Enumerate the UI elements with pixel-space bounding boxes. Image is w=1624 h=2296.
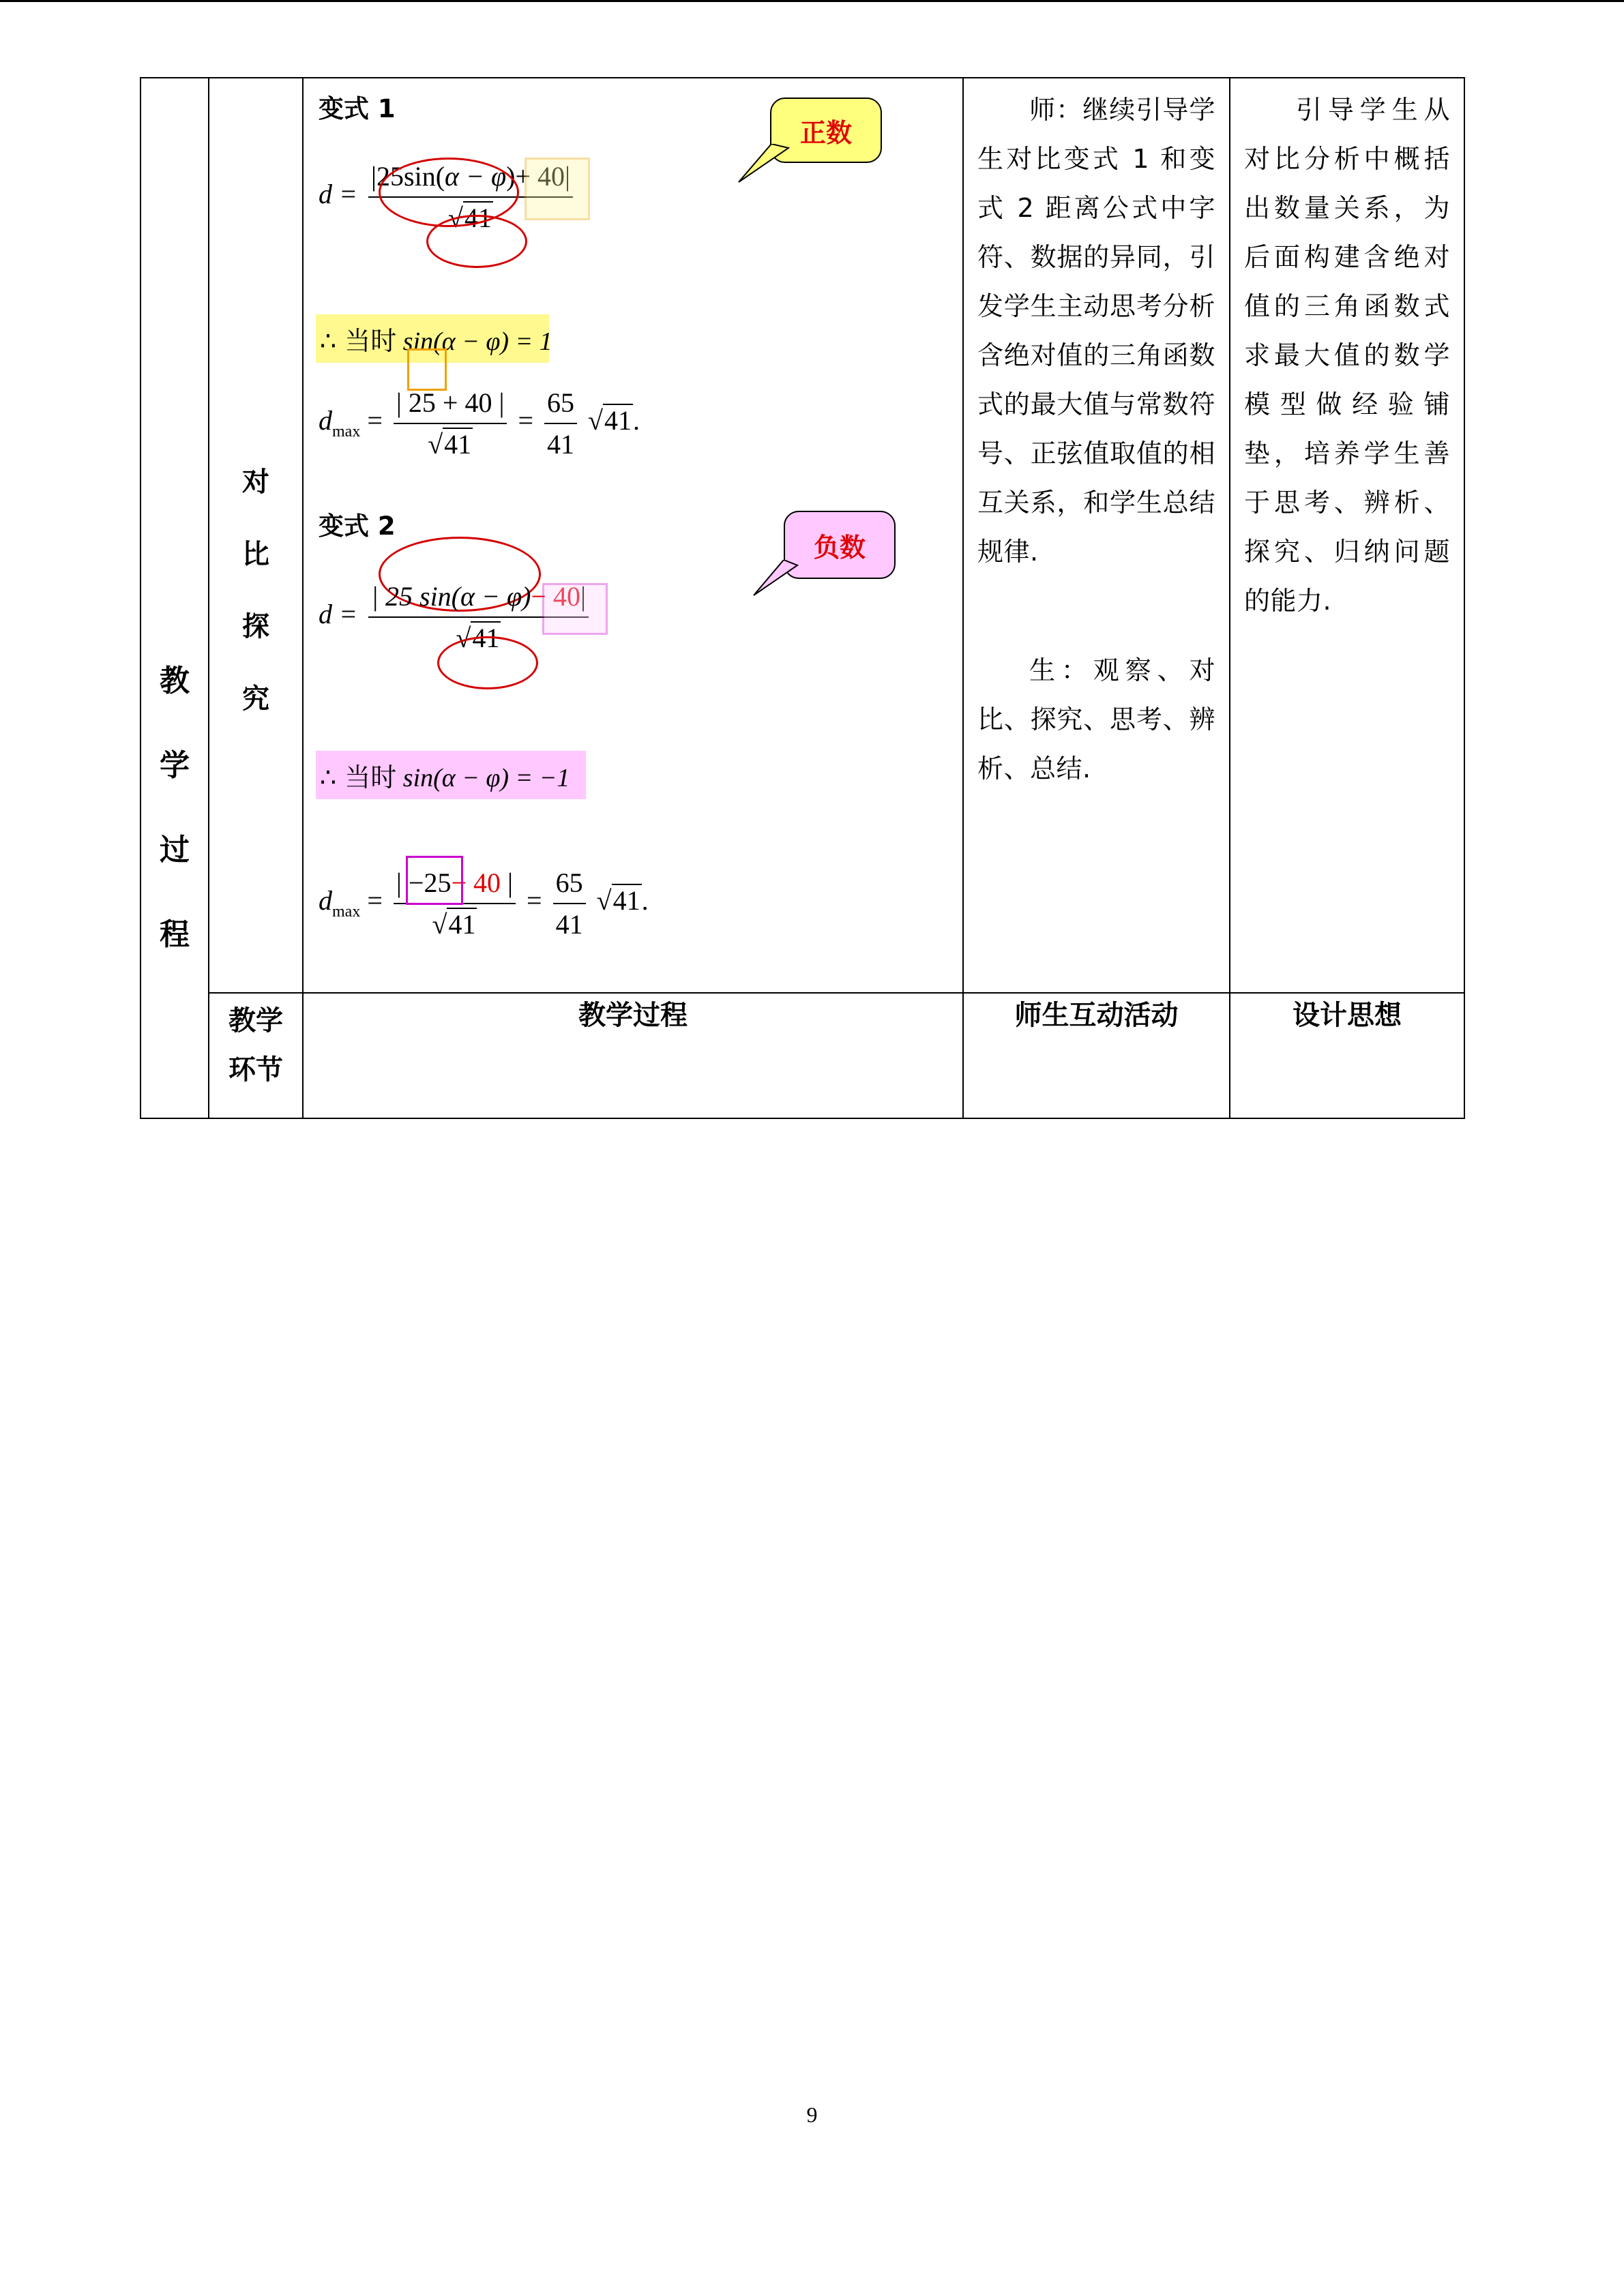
- variant2-label: 变式 2: [319, 511, 396, 541]
- numerator: 65: [544, 387, 577, 424]
- time-char: 时: [370, 326, 397, 356]
- radicand: 41: [472, 623, 500, 653]
- abs-bar: |: [580, 581, 587, 612]
- lesson-table: [140, 77, 1465, 1119]
- constant-term: + 40: [515, 161, 565, 192]
- variant1-result-fraction: [544, 387, 577, 460]
- variant1-dmax-formula: $d_{max}$ = $\frac{| 25 + 40 |}{√41}$ = $\frac{65}{41}$ √41.: [319, 387, 640, 460]
- coef: 25: [377, 161, 404, 192]
- sub-stage-char: 比: [242, 539, 269, 570]
- variant2-sqrt-ring: [437, 636, 538, 689]
- stage-label: [141, 78, 208, 950]
- denominator: 41: [555, 909, 583, 940]
- sub-stage-cell: [209, 78, 303, 993]
- header-row: [141, 993, 1464, 1118]
- neg-25: | −25: [396, 867, 452, 898]
- variant1-highlight-box: [407, 348, 447, 391]
- max-subscript: max: [332, 423, 361, 441]
- interaction-text: [964, 78, 1229, 793]
- minus-40: − 40: [451, 867, 501, 898]
- design-paragraph: 引导学生从对比分析中概括出数量关系，为后面构建含绝对值的三角函数式求最大值的数学模型做经验铺垫，培养学生善于思考、辨析、探究、归纳问题的能力.: [1244, 95, 1450, 616]
- header-line: 教学: [228, 1005, 283, 1037]
- denominator: √41: [428, 429, 472, 460]
- sqrt: √41: [588, 405, 632, 436]
- numerator: 65: [553, 867, 586, 904]
- period: .: [641, 885, 649, 916]
- sin-term: | 25 sin(α − φ): [371, 581, 531, 612]
- radicand: 41: [612, 885, 640, 916]
- variant2-highlight-box: [406, 856, 463, 905]
- variant1-const-box: [525, 158, 590, 220]
- header-process: 教学过程: [303, 993, 963, 1118]
- design-text: [1230, 78, 1464, 625]
- numerator: | 25 + 40 |: [394, 387, 507, 424]
- variant2-result-fraction: [553, 867, 586, 940]
- sin-equals: sin(α − φ) = 1: [402, 327, 552, 356]
- radicand: 41: [464, 203, 492, 233]
- therefore-when: ∴ 当: [320, 762, 371, 792]
- content-row: [141, 78, 1464, 993]
- sub-stage-label: [209, 78, 302, 713]
- sin-equals: sin(α − φ) = −1: [402, 764, 570, 792]
- student-paragraph: 生：观察、对比、探究、思考、辨析、总结.: [977, 655, 1215, 784]
- time-char: 时: [370, 762, 397, 792]
- sqrt: √41: [448, 203, 492, 233]
- design-cell: [1230, 78, 1464, 993]
- variant1-callout: 正数: [770, 98, 882, 163]
- angle-arg: α − φ: [445, 161, 507, 192]
- abs-bar: |: [371, 161, 377, 192]
- abs-bar: |: [565, 161, 571, 192]
- d: d: [319, 885, 332, 916]
- variant2-callout-pointer: [752, 560, 800, 601]
- radicand: 41: [604, 405, 632, 436]
- variant2-dmax-formula: $d_{max}$ = $\frac{| -25- 40 |}{√41}$ = $\frac{65}{41}$ √41.: [319, 867, 649, 940]
- page-number: 9: [806, 2102, 818, 2127]
- variant2-d-lhs: d =: [319, 599, 357, 630]
- variant1-dmax-fraction: [394, 387, 507, 460]
- radicand: 41: [448, 909, 476, 940]
- therefore-when: ∴ 当: [320, 326, 371, 356]
- variant1-callout-pointer: [737, 144, 792, 185]
- sqrt: √41: [596, 885, 640, 916]
- variant2-denominator: √41: [456, 623, 500, 653]
- sub-stage-char: 究: [242, 683, 269, 715]
- page-top-border: [0, 0, 1624, 2]
- sub-stage-char: 对: [242, 466, 269, 498]
- variant2-const-box: [542, 583, 608, 635]
- sub-stage-char: 探: [242, 611, 269, 642]
- max-subscript: max: [332, 903, 361, 921]
- abs-bar: |: [501, 867, 514, 898]
- header-stage-label: [209, 994, 302, 1094]
- variant2-callout: 负数: [784, 511, 896, 579]
- stage-char: 程: [160, 917, 190, 952]
- interaction-cell: [963, 78, 1230, 993]
- stage-char: 过: [160, 833, 190, 867]
- variant1-label: 变式 1: [319, 94, 396, 123]
- radicand: 41: [444, 429, 472, 460]
- header-line: 环节: [228, 1054, 283, 1086]
- denominator: 41: [547, 429, 575, 460]
- d: d: [319, 405, 332, 436]
- denominator: √41: [432, 909, 476, 940]
- period: .: [632, 405, 640, 436]
- stage-char: 学: [160, 748, 190, 783]
- teacher-paragraph: 师：继续引导学生对比变式 1 和变式 2 距离公式中字符、数据的异同，引发学生主动思考分析含绝对值的三角函数式的最大值与常数符号、正弦值取值的相互关系，和学生总结规律.: [977, 95, 1215, 567]
- negative-constant: − 40: [531, 581, 580, 612]
- variant1-d-lhs: d =: [319, 179, 357, 210]
- header-interaction: 师生互动活动: [963, 993, 1230, 1118]
- stage-label-cell: [141, 78, 209, 1118]
- stage-char: 教: [160, 664, 190, 698]
- teaching-process-cell: [303, 78, 963, 993]
- variant1-sqrt-ring: [426, 215, 527, 268]
- sin-func: sin(: [404, 161, 445, 192]
- variant2-condition: [316, 751, 586, 799]
- paren: ): [506, 161, 516, 192]
- header-design: 设计思想: [1230, 993, 1464, 1118]
- header-stage-cell: [209, 993, 303, 1118]
